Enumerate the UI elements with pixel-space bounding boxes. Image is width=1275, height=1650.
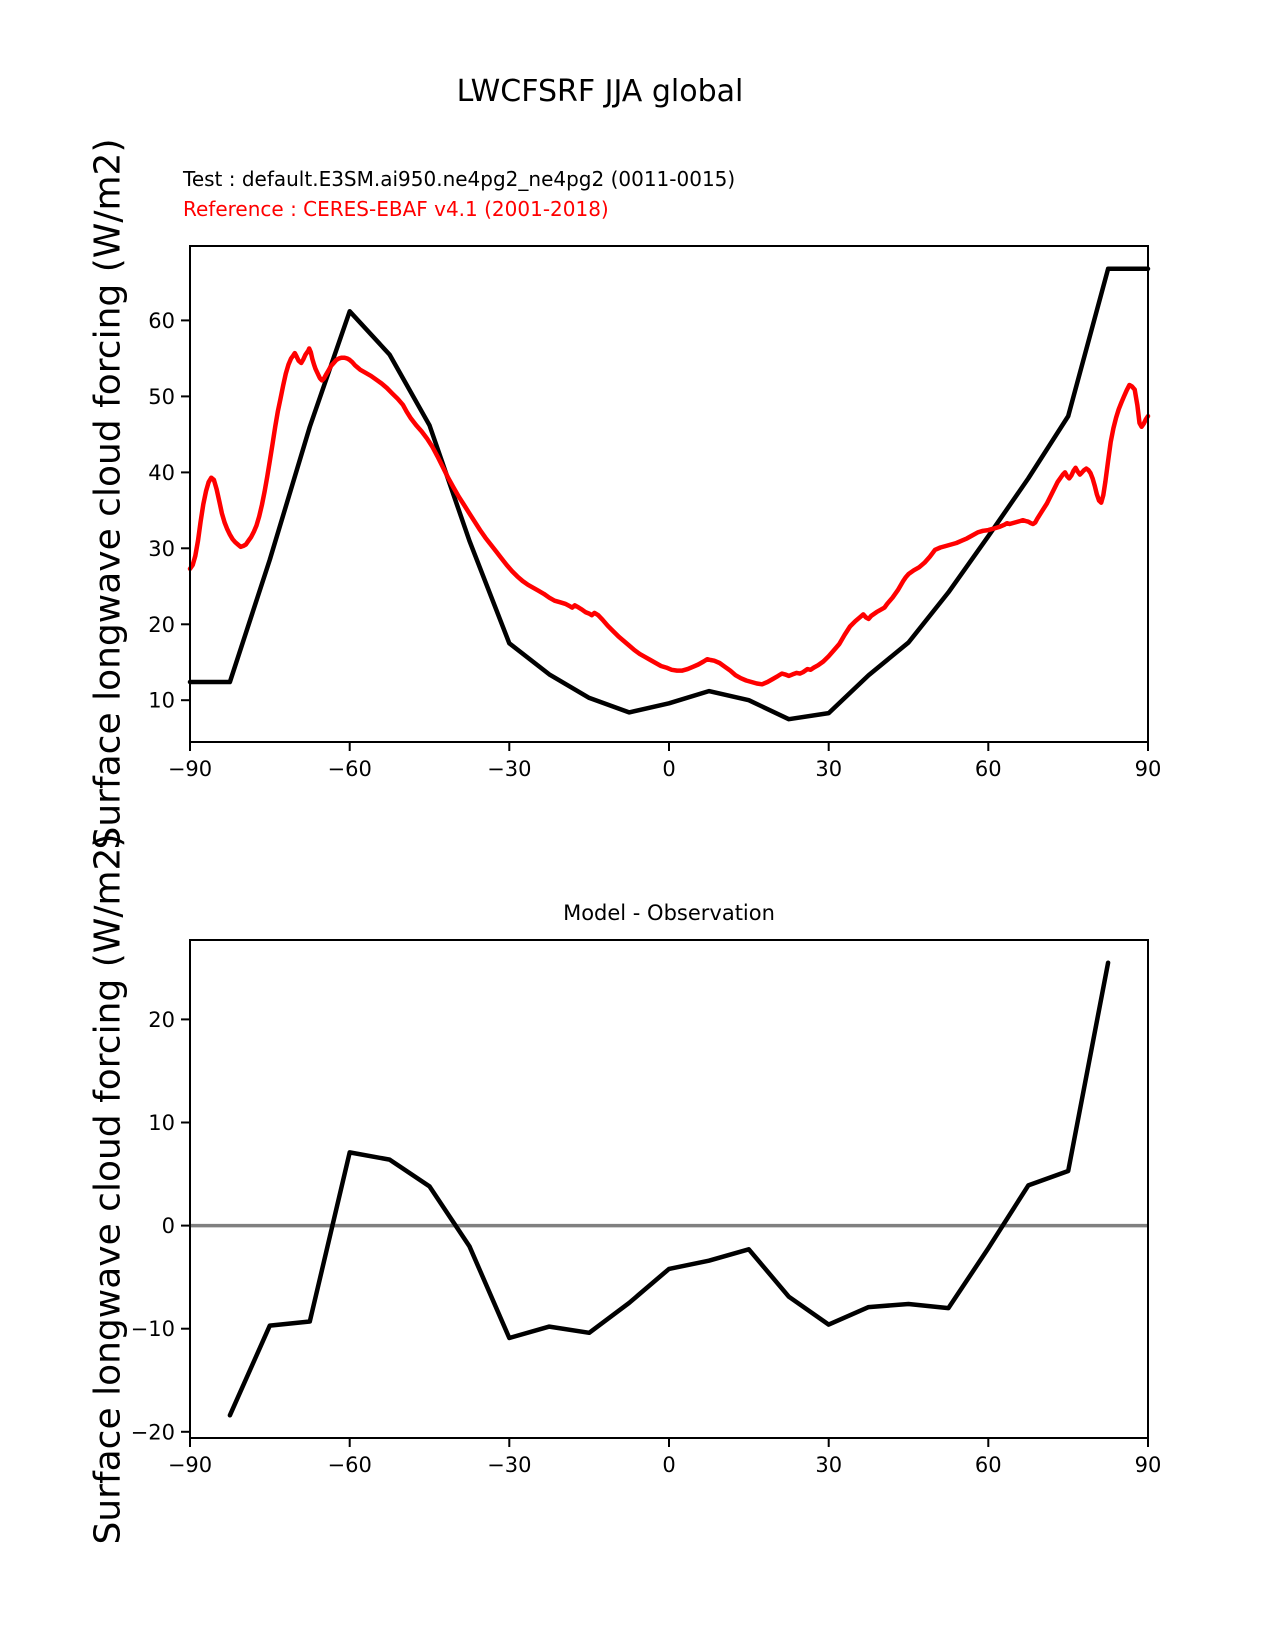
top-plot-y-axis-label: Surface longwave cloud forcing (W/m2) [87,138,129,850]
reference-dataset-label: Reference : CERES-EBAF v4.1 (2001-2018) [183,197,609,221]
difference-line [230,963,1108,1416]
bottom-plot-title: Model - Observation [563,901,775,925]
figure-title: LWCFSRF JJA global [456,74,744,109]
y-axis-tick-label: 60 [148,308,175,333]
x-axis-tick-label: −30 [487,1453,532,1477]
bottom-plot-y-axis-label: Surface longwave cloud forcing (W/m2) [87,833,129,1545]
x-axis-tick-label: −30 [487,757,532,781]
x-axis-tick-label: 30 [815,1453,843,1477]
y-axis-tick-label: 50 [148,384,175,409]
y-axis-tick-label: 10 [148,688,175,713]
x-axis-tick-label: −90 [167,757,213,781]
x-axis-tick-label: −60 [327,757,372,781]
x-axis-tick-label: 60 [974,757,1002,781]
x-axis-tick-label: −90 [167,1453,213,1477]
x-axis-tick-label: 90 [1134,1453,1162,1477]
y-axis-tick-label: 0 [161,1214,175,1239]
x-axis-tick-label: 0 [662,757,676,781]
y-axis-tick-label: 20 [148,1007,175,1032]
x-axis-tick-label: 60 [974,1453,1002,1477]
y-axis-tick-label: 20 [148,612,175,637]
y-axis-tick-label: −10 [130,1317,175,1342]
y-axis-tick-label: 10 [148,1111,175,1135]
y-axis-tick-label: 40 [148,460,175,485]
y-axis-tick-label: 30 [148,536,175,561]
test-dataset-label: Test : default.E3SM.ai950.ne4pg2_ne4pg2 (0011-0015) [183,167,736,191]
x-axis-tick-label: 90 [1134,757,1162,781]
model-test-line [190,269,1148,719]
x-axis-tick-label: 30 [815,757,843,781]
y-axis-tick-label: −20 [130,1420,175,1445]
axes-spines-plot-1 [190,940,1148,1438]
x-axis-tick-label: 0 [662,1453,676,1477]
x-axis-tick-label: −60 [327,1453,372,1477]
